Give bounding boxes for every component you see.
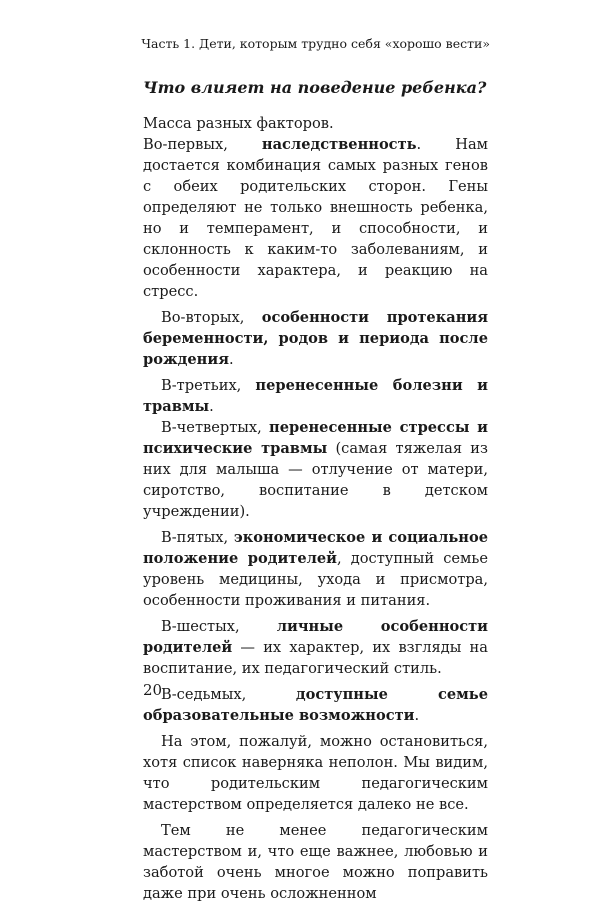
body-text [143, 113, 488, 904]
paragraph-intro: Масса разных факторов. [143, 115, 334, 132]
factor-bold: экономическое и социальное положение родителей [143, 529, 488, 567]
factor-bold: перенесенные стрессы и психические травмы [143, 419, 488, 457]
factor-tail: . [414, 707, 420, 724]
section-title: Что влияет на поведение ребенка? [143, 78, 487, 97]
factor-bold: доступные семье образовательные возможности [143, 686, 488, 724]
factor-tail: . [228, 351, 234, 368]
page-number: 20 [143, 681, 163, 699]
factor-bold: наследственность [261, 136, 417, 153]
paragraph-fifth-factor [143, 527, 488, 611]
factor-bold: перенесенные болезни и травмы [143, 377, 488, 415]
factor-tail: (самая тяжелая из них для малыша — отлучение от матери, сиротство, воспитание в детском учреждении). [143, 440, 488, 520]
paragraph-second-factor [143, 307, 488, 370]
factor-lead: Во-первых, [143, 136, 262, 153]
factor-lead: В-пятых, [161, 529, 234, 546]
running-head: Часть 1. Дети, которым трудно себя «хорошо вести» [141, 36, 490, 51]
factor-lead: В-третьих, [161, 377, 256, 394]
paragraph-continuation: Тем не менее педагогическим мастерством и, что еще важнее, любовью и заботой очень многое можно поправить даже при очень осложненном [143, 822, 488, 902]
paragraph-first-factor [143, 134, 488, 302]
factor-tail: , доступный семье уровень медицины, ухода и присмотра, особенности проживания и питания. [143, 550, 488, 609]
factor-lead: В-четвертых, [161, 419, 270, 436]
paragraph-third-factor [143, 375, 488, 417]
factor-lead: В-седьмых, [161, 686, 296, 703]
factor-lead: В-шестых, [161, 618, 277, 635]
paragraph-conclusion: На этом, пожалуй, можно остановиться, хотя список наверняка неполон. Мы видим, что родительским педагогическим мастерством определяется далеко не все. [143, 733, 488, 813]
factor-lead: Во-вторых, [161, 309, 262, 326]
factor-bold: особенности протекания беременности, родов и периода после рождения [143, 309, 488, 368]
factor-tail: — их характер, их взгляды на воспитание, их педагогический стиль. [143, 639, 488, 677]
factor-bold: личные особенности родителей [143, 618, 488, 656]
paragraph-fourth-factor [143, 417, 488, 522]
factor-tail: . Нам достается комбинация самых разных генов с обеих родительских сторон. Гены определяют не только внешность ребенка, но и темперамент, и способности, и склонность к каким-то заболеваниям, и особенности характера, и реакцию на стресс. [143, 136, 488, 300]
paragraph-sixth-factor [143, 616, 488, 679]
paragraph-seventh-factor [143, 684, 488, 726]
factor-tail: . [209, 398, 214, 415]
